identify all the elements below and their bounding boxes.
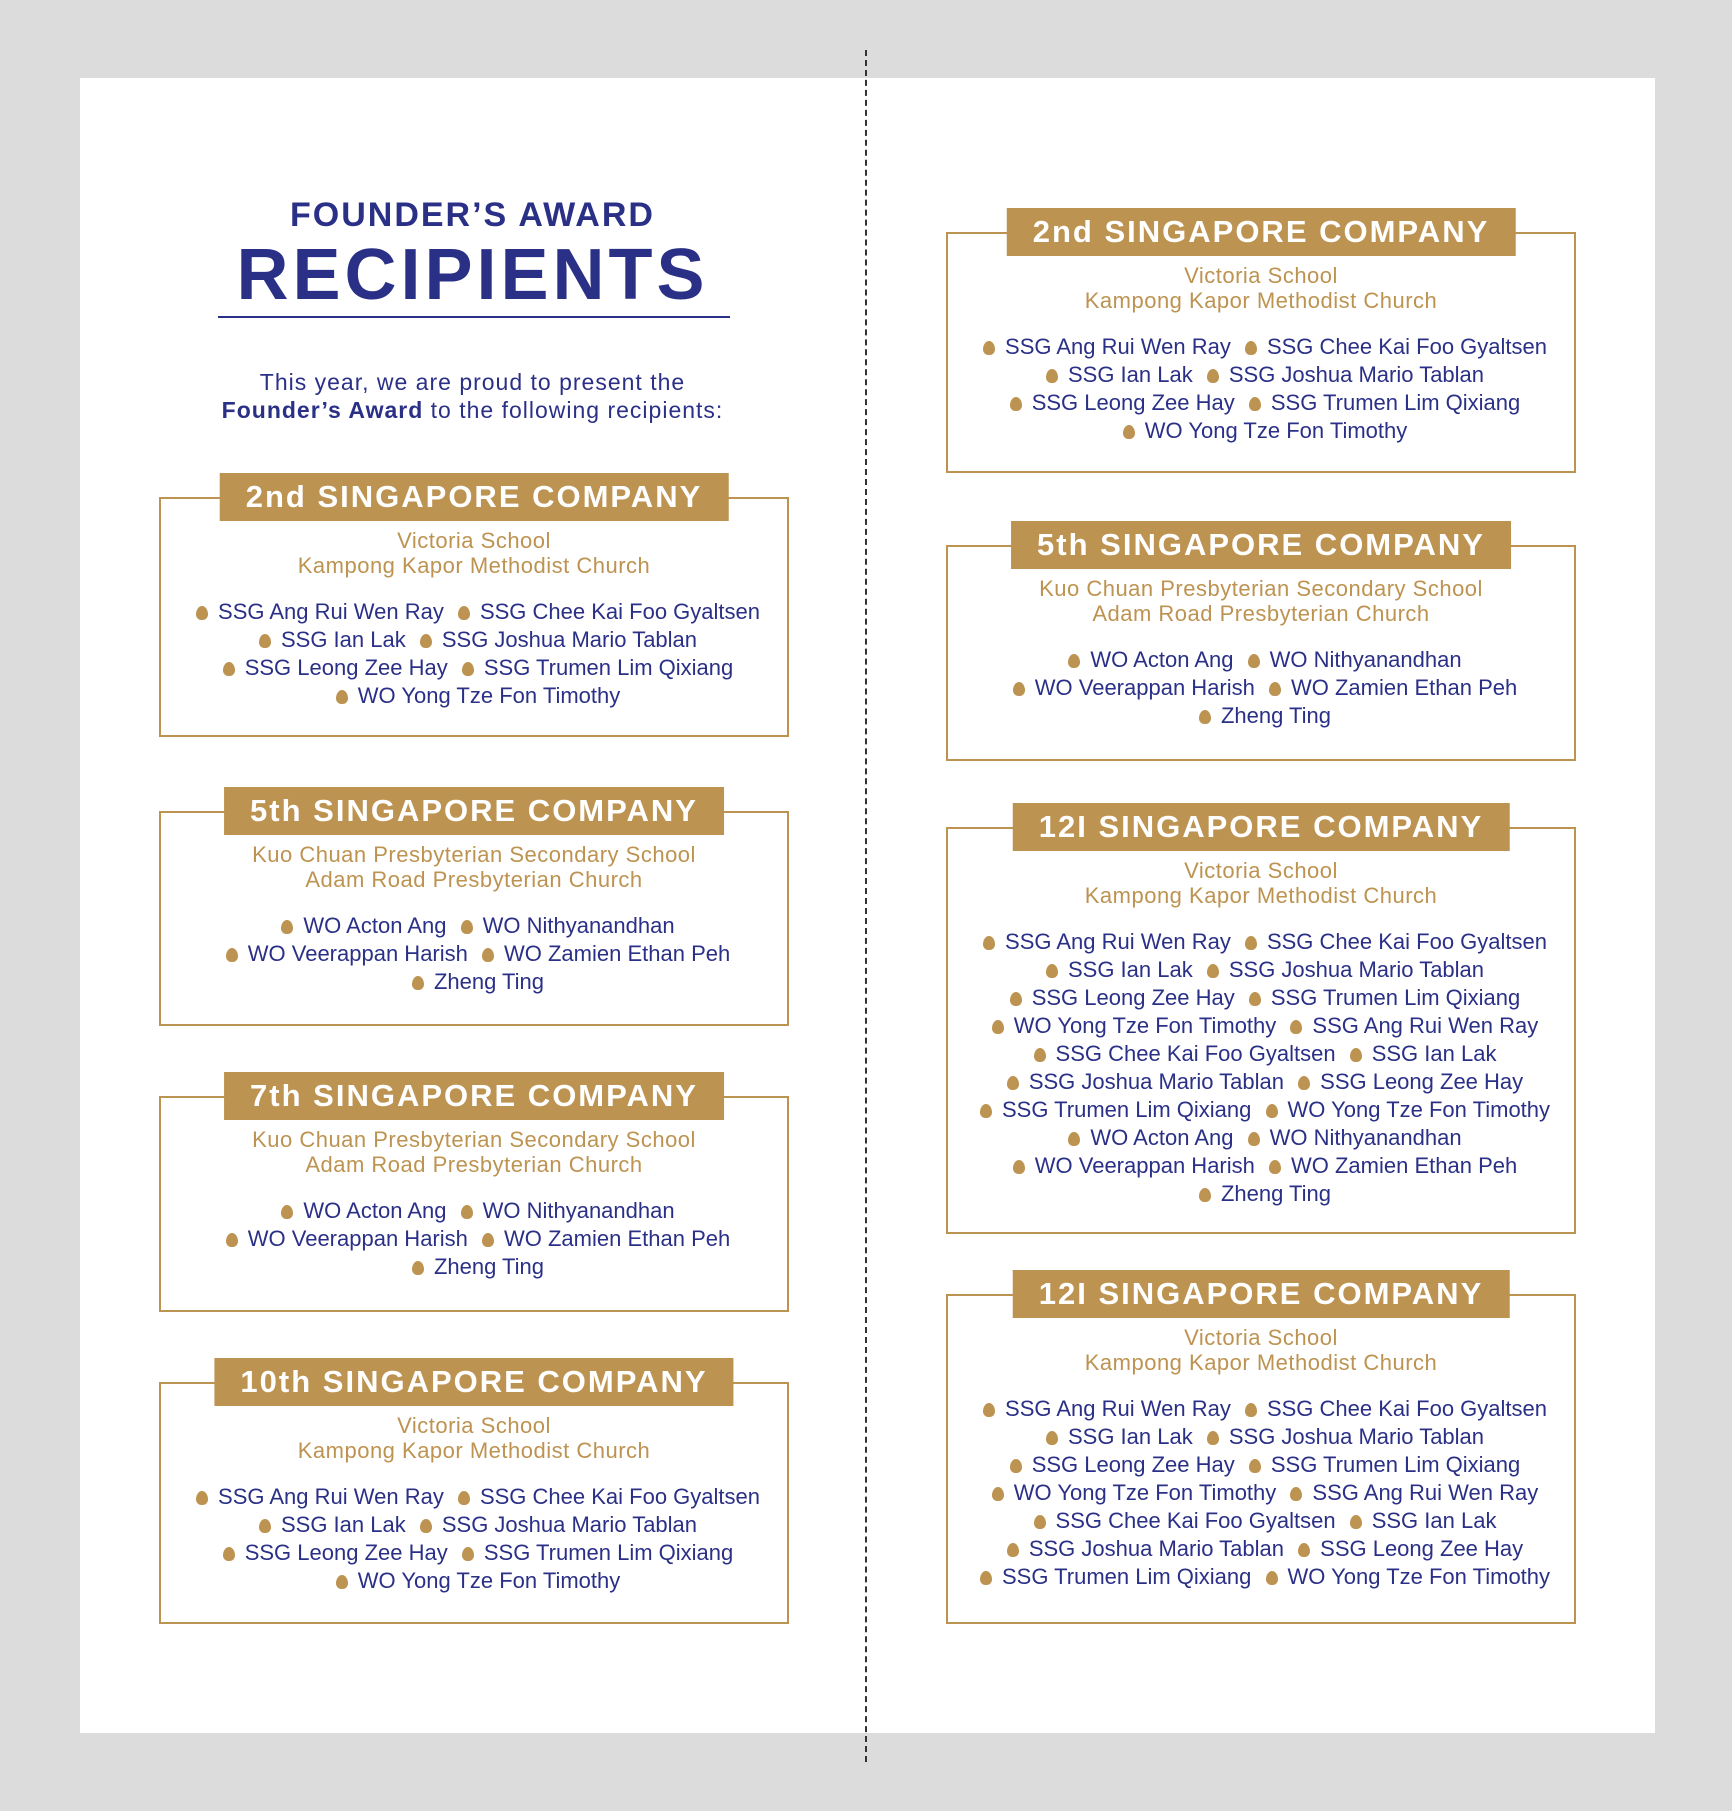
company-school: Kuo Chuan Presbyterian Secondary School bbox=[1039, 576, 1483, 601]
company-title: 5th SINGAPORE COMPANY bbox=[1011, 521, 1511, 569]
company-church: Adam Road Presbyterian Church bbox=[1092, 601, 1430, 626]
recipient-name: SSG Leong Zee Hay bbox=[1290, 1536, 1523, 1561]
company-card bbox=[946, 214, 1576, 473]
recipient-name: WO Zamien Ethan Peh bbox=[1261, 1153, 1517, 1178]
intro-line-2 bbox=[190, 396, 755, 424]
intro-bold: Founder’s Award bbox=[221, 397, 424, 423]
recipient-name: SSG Ian Lak bbox=[251, 1512, 406, 1537]
recipient-name: WO Veerappan Harish bbox=[1005, 675, 1255, 700]
recipient-name: WO Nithyanandhan bbox=[453, 913, 675, 938]
recipient-name: SSG Leong Zee Hay bbox=[215, 1540, 448, 1565]
recipient-name: SSG Ian Lak bbox=[1038, 1424, 1193, 1449]
company-card bbox=[159, 1078, 789, 1312]
recipient-name: SSG Trumen Lim Qixiang bbox=[972, 1097, 1251, 1122]
company-school: Victoria School bbox=[1184, 1325, 1338, 1350]
member-list bbox=[948, 646, 1574, 730]
recipient-name: SSG Ian Lak bbox=[1038, 362, 1193, 387]
member-list bbox=[948, 333, 1574, 445]
recipient-name: SSG Joshua Mario Tablan bbox=[999, 1536, 1284, 1561]
recipient-name: SSG Ian Lak bbox=[251, 627, 406, 652]
company-church: Kampong Kapor Methodist Church bbox=[297, 1438, 651, 1463]
company-church: Adam Road Presbyterian Church bbox=[305, 1152, 643, 1177]
recipient-name: SSG Chee Kai Foo Gyaltsen bbox=[450, 1484, 760, 1509]
title-block bbox=[190, 196, 755, 315]
recipient-name: SSG Ian Lak bbox=[1038, 957, 1193, 982]
page-title: RECIPIENTS bbox=[236, 235, 709, 315]
recipient-name: WO Acton Ang bbox=[1060, 647, 1233, 672]
recipient-name: WO Nithyanandhan bbox=[1240, 1125, 1462, 1150]
recipient-name: SSG Trumen Lim Qixiang bbox=[1241, 1452, 1520, 1477]
recipient-name: SSG Trumen Lim Qixiang bbox=[1241, 985, 1520, 1010]
recipient-name: WO Acton Ang bbox=[273, 1198, 446, 1223]
intro-line-1: This year, we are proud to present the bbox=[259, 369, 686, 395]
recipient-name: Zheng Ting bbox=[404, 1254, 544, 1279]
company-title: 5th SINGAPORE COMPANY bbox=[224, 787, 724, 835]
company-church: Kampong Kapor Methodist Church bbox=[1084, 883, 1438, 908]
recipient-name: WO Zamien Ethan Peh bbox=[474, 941, 730, 966]
fold-line bbox=[865, 50, 867, 1762]
recipient-name: SSG Leong Zee Hay bbox=[1002, 390, 1235, 415]
recipient-name: SSG Trumen Lim Qixiang bbox=[454, 655, 733, 680]
recipient-name: WO Zamien Ethan Peh bbox=[474, 1226, 730, 1251]
company-title: 12I SINGAPORE COMPANY bbox=[1013, 803, 1510, 851]
recipient-name: SSG Chee Kai Foo Gyaltsen bbox=[1237, 334, 1547, 359]
intro-text bbox=[190, 368, 755, 424]
recipient-name: WO Yong Tze Fon Timothy bbox=[1115, 418, 1408, 443]
recipient-name: SSG Chee Kai Foo Gyaltsen bbox=[450, 599, 760, 624]
company-school: Victoria School bbox=[397, 1413, 551, 1438]
recipient-name: WO Veerappan Harish bbox=[218, 941, 468, 966]
member-list bbox=[161, 598, 787, 710]
recipient-name: SSG Trumen Lim Qixiang bbox=[972, 1564, 1251, 1589]
recipient-name: SSG Ang Rui Wen Ray bbox=[975, 929, 1231, 954]
company-school: Victoria School bbox=[397, 528, 551, 553]
company-church: Kampong Kapor Methodist Church bbox=[1084, 1350, 1438, 1375]
company-card bbox=[159, 1364, 789, 1624]
recipient-name: WO Zamien Ethan Peh bbox=[1261, 675, 1517, 700]
recipient-name: SSG Ian Lak bbox=[1342, 1508, 1497, 1533]
company-church: Adam Road Presbyterian Church bbox=[305, 867, 643, 892]
company-title: 2nd SINGAPORE COMPANY bbox=[1007, 208, 1516, 256]
recipient-name: SSG Trumen Lim Qixiang bbox=[1241, 390, 1520, 415]
recipient-name: SSG Chee Kai Foo Gyaltsen bbox=[1237, 929, 1547, 954]
recipient-name: SSG Joshua Mario Tablan bbox=[412, 627, 697, 652]
recipient-name: SSG Leong Zee Hay bbox=[1002, 985, 1235, 1010]
recipient-name: SSG Ang Rui Wen Ray bbox=[975, 1396, 1231, 1421]
recipient-name: WO Yong Tze Fon Timothy bbox=[328, 1568, 621, 1593]
recipient-name: SSG Chee Kai Foo Gyaltsen bbox=[1026, 1041, 1336, 1066]
recipient-name: WO Yong Tze Fon Timothy bbox=[328, 683, 621, 708]
company-card bbox=[159, 479, 789, 737]
company-school: Kuo Chuan Presbyterian Secondary School bbox=[252, 842, 696, 867]
recipient-name: SSG Ang Rui Wen Ray bbox=[975, 334, 1231, 359]
company-title: 10th SINGAPORE COMPANY bbox=[214, 1358, 733, 1406]
recipient-name: WO Yong Tze Fon Timothy bbox=[984, 1013, 1277, 1038]
intro-rest: to the following recipients: bbox=[423, 397, 724, 423]
recipient-name: WO Acton Ang bbox=[273, 913, 446, 938]
recipient-name: WO Yong Tze Fon Timothy bbox=[984, 1480, 1277, 1505]
recipient-name: WO Veerappan Harish bbox=[218, 1226, 468, 1251]
recipient-name: Zheng Ting bbox=[1191, 703, 1331, 728]
company-card bbox=[159, 793, 789, 1026]
title-small: FOUNDER’S AWARD bbox=[290, 196, 655, 234]
recipient-name: SSG Ang Rui Wen Ray bbox=[1282, 1013, 1538, 1038]
company-card bbox=[946, 527, 1576, 761]
company-church: Kampong Kapor Methodist Church bbox=[297, 553, 651, 578]
recipient-name: SSG Joshua Mario Tablan bbox=[1199, 1424, 1484, 1449]
recipient-name: SSG Ian Lak bbox=[1342, 1041, 1497, 1066]
recipient-name: SSG Trumen Lim Qixiang bbox=[454, 1540, 733, 1565]
member-list bbox=[161, 912, 787, 996]
recipient-name: WO Nithyanandhan bbox=[453, 1198, 675, 1223]
member-list bbox=[161, 1197, 787, 1281]
recipient-name: SSG Joshua Mario Tablan bbox=[1199, 957, 1484, 982]
company-school: Victoria School bbox=[1184, 858, 1338, 883]
company-title: 12I SINGAPORE COMPANY bbox=[1013, 1270, 1510, 1318]
recipient-name: SSG Chee Kai Foo Gyaltsen bbox=[1237, 1396, 1547, 1421]
member-list bbox=[948, 928, 1574, 1208]
company-card bbox=[946, 809, 1576, 1234]
recipient-name: SSG Joshua Mario Tablan bbox=[1199, 362, 1484, 387]
company-church: Kampong Kapor Methodist Church bbox=[1084, 288, 1438, 313]
recipient-name: SSG Chee Kai Foo Gyaltsen bbox=[1026, 1508, 1336, 1533]
recipient-name: Zheng Ting bbox=[404, 969, 544, 994]
recipient-name: Zheng Ting bbox=[1191, 1181, 1331, 1206]
recipient-name: SSG Joshua Mario Tablan bbox=[412, 1512, 697, 1537]
recipient-name: WO Veerappan Harish bbox=[1005, 1153, 1255, 1178]
recipient-name: SSG Leong Zee Hay bbox=[215, 655, 448, 680]
recipient-name: SSG Joshua Mario Tablan bbox=[999, 1069, 1284, 1094]
company-school: Kuo Chuan Presbyterian Secondary School bbox=[252, 1127, 696, 1152]
recipient-name: SSG Ang Rui Wen Ray bbox=[1282, 1480, 1538, 1505]
company-card bbox=[946, 1276, 1576, 1624]
company-title: 7th SINGAPORE COMPANY bbox=[224, 1072, 724, 1120]
member-list bbox=[948, 1395, 1574, 1591]
company-school: Victoria School bbox=[1184, 263, 1338, 288]
title-rule bbox=[218, 316, 730, 318]
recipient-name: WO Yong Tze Fon Timothy bbox=[1258, 1097, 1551, 1122]
recipient-name: WO Yong Tze Fon Timothy bbox=[1258, 1564, 1551, 1589]
recipient-name: SSG Ang Rui Wen Ray bbox=[188, 599, 444, 624]
recipient-name: SSG Leong Zee Hay bbox=[1290, 1069, 1523, 1094]
recipient-name: SSG Ang Rui Wen Ray bbox=[188, 1484, 444, 1509]
recipient-name: WO Acton Ang bbox=[1060, 1125, 1233, 1150]
company-title: 2nd SINGAPORE COMPANY bbox=[220, 473, 729, 521]
member-list bbox=[161, 1483, 787, 1595]
recipient-name: WO Nithyanandhan bbox=[1240, 647, 1462, 672]
recipient-name: SSG Leong Zee Hay bbox=[1002, 1452, 1235, 1477]
